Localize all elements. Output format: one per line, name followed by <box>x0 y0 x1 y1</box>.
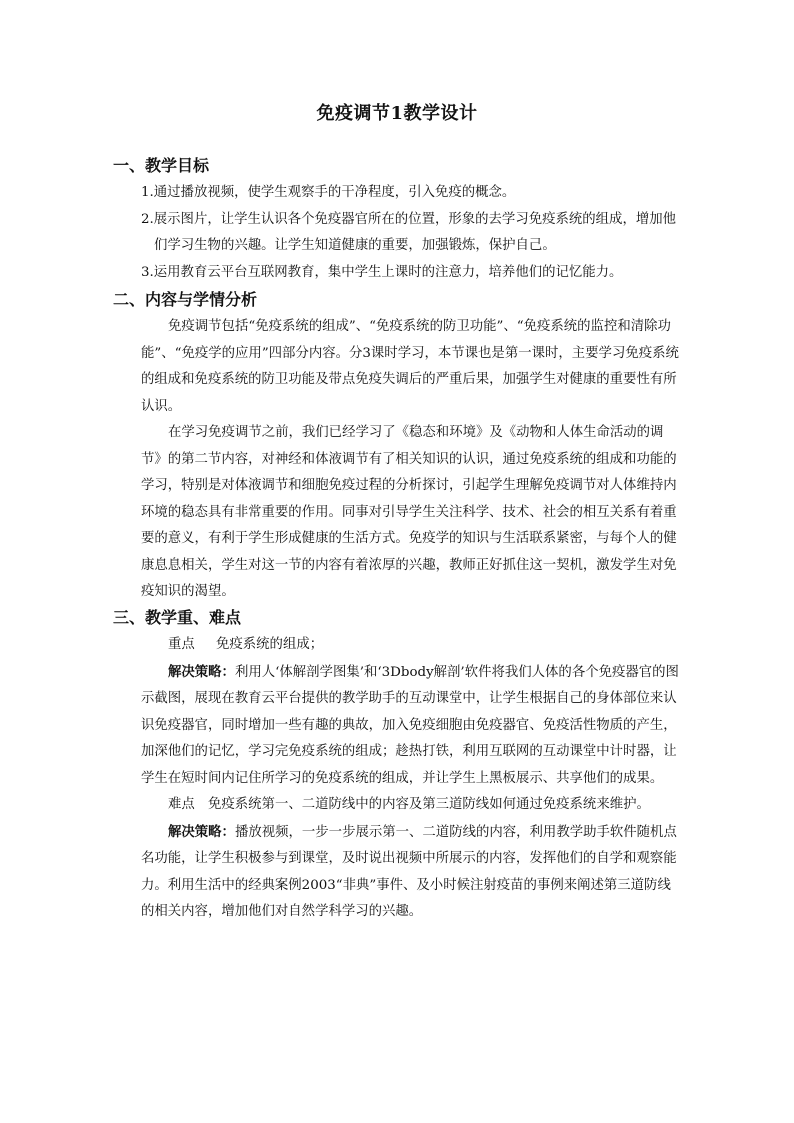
section-heading-objectives: 一、教学目标 <box>113 156 210 175</box>
difficulty-strategy-text: 播放视频，一步一步展示第一、二道防线的内容，利用教学助手软件随机点名功能，让学生积极参与到课堂，及时说出视频中所展示的内容，发挥他们的自学和观察能力。利用生活中的经典案例2003“非典”事件、及小时候注射疫苗的事例来阐述第三道防线的相关内容，增加他们对自然学科学习的兴趣。 <box>141 824 677 919</box>
section-heading-key-points: 三、教学重、难点 <box>113 608 242 627</box>
key-point-label: 重点 <box>168 637 195 652</box>
difficulty-strategy-paragraph <box>141 819 681 926</box>
objective-item-3: 3.运用教育云平台互联网教育，集中学生上课时的注意力，培养他们的记忆能力。 <box>141 264 623 280</box>
key-points-body <box>141 632 681 926</box>
key-strategy-text: 利用人‘体解剖学图集’和‘3Dbody解剖’软件将我们人体的各个免疫器官的图示截图，展现在教育云平台提供的教学助手的互动课堂中，让学生根据自己的身体部位来认识免疫器官，同时增加一些有趣的典故，加入免疫细胞由免疫器官、免疫活性物质的产生，加深他们的记忆，学习完免疫系统的组成；趁热打铁，利用互联网的互动课堂中计时器，让学生在短时间内记住所学习的免疫系统的组成，并让学生上黑板展示、共享他们的成果。 <box>141 664 679 786</box>
objectives-list <box>141 180 681 286</box>
key-point-text: 免疫系统的组成； <box>216 637 324 652</box>
analysis-paragraph-1: 免疫调节包括“免疫系统的组成”、“免疫系统的防卫功能”、“免疫系统的监控和清除功能”、“免疫学的应用”四部分内容。分3课时学习，本节课也是第一课时，主要学习免疫系统的组成和免疫系统的防卫功能及带点免疫失调后的严重后果，加强学生对健康的重要性有所认识。 <box>141 319 679 414</box>
difficulty-line <box>141 792 681 819</box>
difficulty-strategy-label: 解决策略： <box>168 823 235 840</box>
objective-item-2: 2.展示图片，让学生认识各个免疫器官所在的位置，形象的去学习免疫系统的组成，增加他们学习生物的兴趣。让学生知道健康的重要，加强锻炼，保护自己。 <box>141 211 677 253</box>
key-strategy-paragraph <box>141 659 681 793</box>
section-heading-analysis: 二、内容与学情分析 <box>113 290 258 309</box>
difficulty-text: 免疫系统第一、二道防线中的内容及第三道防线如何通过免疫系统来维护。 <box>208 797 650 812</box>
key-point-line <box>141 632 681 659</box>
analysis-body <box>141 314 681 606</box>
objective-item-1: 1.通过播放视频，使学生观察手的干净程度，引入免疫的概念。 <box>141 185 516 200</box>
difficulty-label: 难点 <box>168 797 195 812</box>
key-strategy-label: 解决策略： <box>168 663 235 680</box>
analysis-paragraph-2: 在学习免疫调节之前，我们已经学习了《稳态和环境》及《动物和人体生命活动的调节》的第二节内容，对神经和体液调节有了相关知识的认识，通过免疫系统的组成和功能的学习，特别是对体液调节和细胞免疫过程的分析探讨，引起学生理解免疫调节对人体维持内环境的稳态具有非常重要的作用。同事对引导学生关注科学、技术、社会的相互关系有着重要的意义，有利于学生形成健康的生活方式。免疫学的知识与生活联系紧密，与每个人的健康息息相关，学生对这一节的内容有着浓厚的兴趣，教师正好抓住这一契机，激发学生对免疫知识的渴望。 <box>141 425 677 599</box>
document-title: 免疫调节1教学设计 <box>316 103 478 124</box>
